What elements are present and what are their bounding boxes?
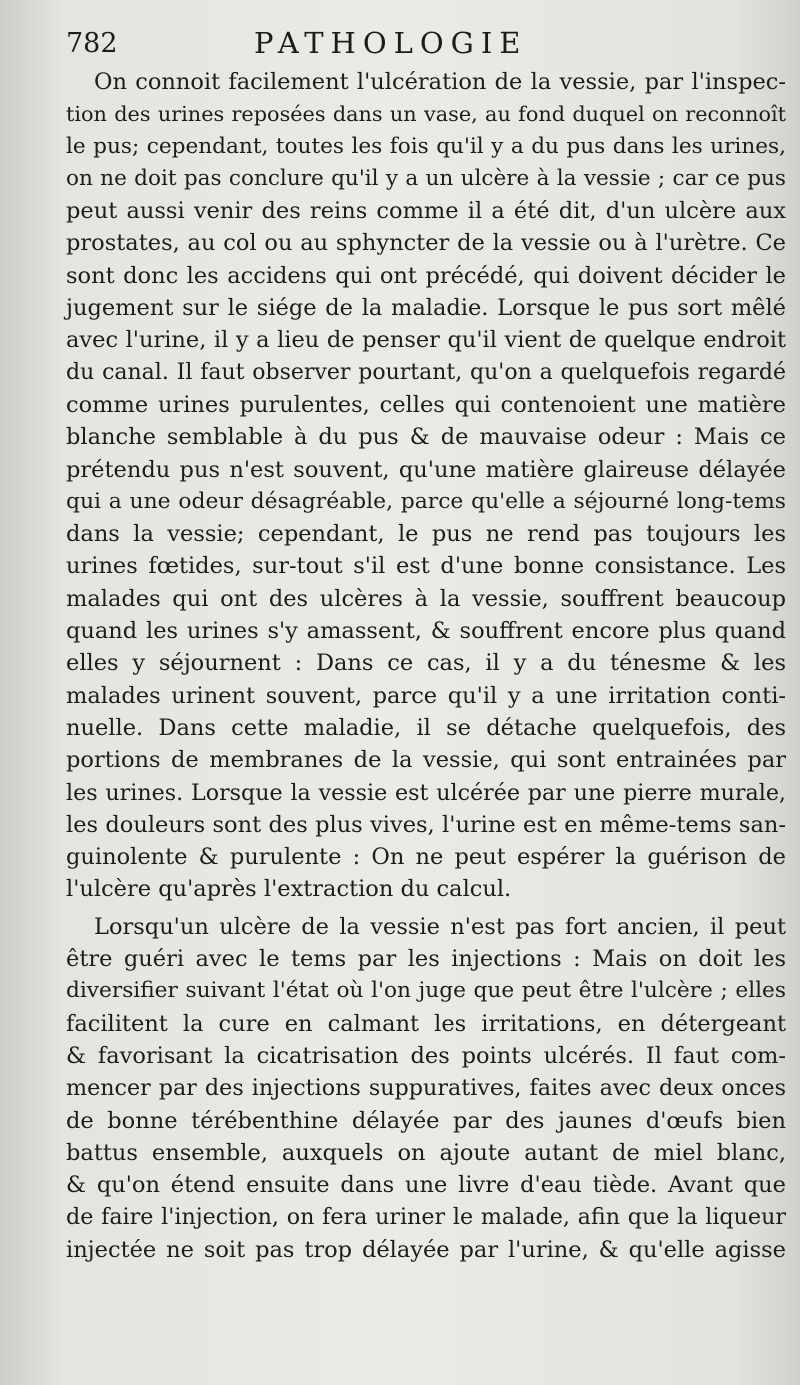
- text-line: prostates, au col ou au sphyncter de la vessie ou à l'urètre. Ce: [66, 230, 786, 257]
- text-line: nuelle. Dans cette maladie, il se détache quelquefois, des: [66, 714, 786, 741]
- page-header: [66, 22, 766, 66]
- text-line: diversifier suivant l'état où l'on juge que peut être l'ulcère ; elles: [66, 978, 786, 1004]
- text-line: de bonne térébenthine délayée par des jaunes d'œufs bien: [66, 1107, 786, 1134]
- text-line: guinolente & purulente : On ne peut espérer la guérison de: [66, 844, 786, 871]
- text-line: quand les urines s'y amassent, & souffrent encore plus quand: [66, 618, 786, 645]
- text-line: avec l'urine, il y a lieu de penser qu'il vient de quelque endroit: [66, 327, 786, 354]
- text-line: blanche semblable à du pus & de mauvaise odeur : Mais ce: [66, 424, 786, 451]
- text-line: jugement sur le siége de la maladie. Lorsque le pus sort mêlé: [66, 295, 786, 322]
- text-line: peut aussi venir des reins comme il a été dit, d'un ulcère aux: [66, 198, 786, 225]
- text-line: on ne doit pas conclure qu'il y a un ulcère à la vessie ; car ce pus: [66, 165, 786, 191]
- text-line: portions de membranes de la vessie, qui sont entrainées par: [66, 747, 786, 774]
- text-line: mencer par des injections suppuratives, faites avec deux onces: [66, 1075, 786, 1102]
- text-line: elles y séjournent : Dans ce cas, il y a du ténesme & les: [66, 650, 786, 677]
- body-text: [66, 66, 786, 1266]
- text-line: facilitent la cure en calmant les irritations, en détergeant: [66, 1010, 786, 1037]
- paragraph-2: [66, 911, 786, 1266]
- text-line: & qu'on étend ensuite dans une livre d'eau tiède. Avant que: [66, 1172, 786, 1199]
- text-line: le pus; cependant, toutes les fois qu'il y a du pus dans les urines,: [66, 133, 786, 159]
- text-line: injectée ne soit pas trop délayée par l'urine, & qu'elle agisse: [66, 1236, 786, 1263]
- paragraph-1: [66, 66, 786, 906]
- text-line: les douleurs sont des plus vives, l'urine est en même-tems san-: [66, 811, 786, 838]
- text-line: battus ensemble, auxquels on ajoute autant de miel blanc,: [66, 1139, 786, 1166]
- page-number: 782: [66, 28, 118, 59]
- text-line: dans la vessie; cependant, le pus ne rend pas toujours les: [66, 521, 786, 548]
- text-line: malades urinent souvent, parce qu'il y a une irritation conti-: [66, 682, 786, 709]
- text-line: & favorisant la cicatrisation des points ulcérés. Il faut com-: [66, 1042, 786, 1069]
- running-title: PATHOLOGIE: [254, 26, 528, 60]
- text-line: être guéri avec le tems par les injections : Mais on doit les: [66, 946, 786, 973]
- text-line: malades qui ont des ulcères à la vessie, souffrent beaucoup: [66, 585, 786, 612]
- text-line: les urines. Lorsque la vessie est ulcérée par une pierre murale,: [66, 779, 786, 806]
- text-line: qui a une odeur désagréable, parce qu'elle a séjourné long-tems: [66, 488, 786, 514]
- text-line: l'ulcère qu'après l'extraction du calcul.: [66, 876, 512, 903]
- text-line: prétendu pus n'est souvent, qu'une matière glaireuse délayée: [66, 456, 786, 483]
- text-line: comme urines purulentes, celles qui contenoient une matière: [66, 391, 786, 418]
- text-line: du canal. Il faut observer pourtant, qu'on a quelquefois regardé: [66, 359, 786, 385]
- text-line: On connoit facilement l'ulcération de la vessie, par l'inspec-: [94, 69, 786, 95]
- text-line: de faire l'injection, on fera uriner le malade, afin que la liqueur: [66, 1204, 786, 1231]
- text-line: sont donc les accidens qui ont précédé, qui doivent décider le: [66, 262, 786, 289]
- text-line: tion des urines reposées dans un vase, au fond duquel on reconnoît: [66, 102, 786, 127]
- text-line: urines fœtides, sur-tout s'il est d'une bonne consistance. Les: [66, 553, 786, 580]
- text-line: Lorsqu'un ulcère de la vessie n'est pas fort ancien, il peut: [94, 913, 786, 940]
